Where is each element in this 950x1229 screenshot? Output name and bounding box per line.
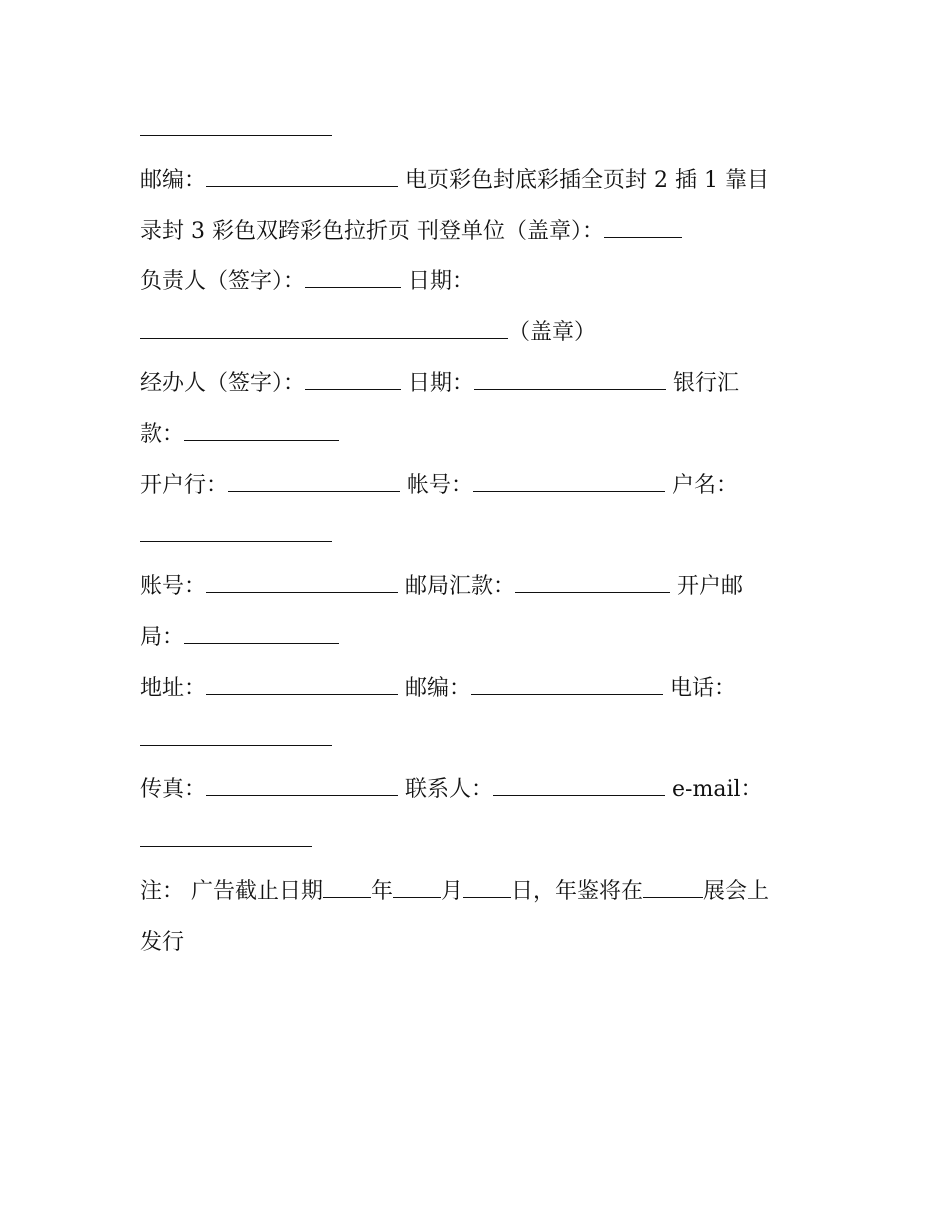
post-office-label-end: 局： [140,624,185,650]
post-office-blank[interactable] [184,642,339,644]
fax-label: 传真： [140,777,207,803]
form-line-13 [140,715,820,766]
fax-blank[interactable] [206,794,398,796]
handler-blank[interactable] [305,388,401,390]
bank-transfer-label-end: 款： [140,421,185,447]
responsible-person-blank[interactable] [305,286,401,288]
opening-bank-label: 开户行： [140,472,229,498]
date-blank[interactable] [140,337,508,339]
account-name-blank[interactable] [140,540,332,542]
postcode-blank[interactable] [206,185,398,187]
form-line-7 [140,410,820,461]
postal-remittance-label: 邮局汇款： [405,574,516,600]
email-label: e-mail： [672,777,763,803]
form-line-9 [140,511,820,562]
postal-remittance-blank[interactable] [515,591,670,593]
bank-transfer-blank[interactable] [184,439,339,441]
handler-date-label: 日期： [408,370,475,396]
responsible-person-label: 负责人（签字）： [140,269,306,295]
opening-bank-blank[interactable] [228,490,400,492]
phone-label: 电话： [670,675,737,701]
exhibition-blank[interactable] [643,896,703,898]
address-blank[interactable] [206,693,398,695]
date-label: 日期： [408,269,475,295]
form-line-14 [140,765,820,816]
handler-date-blank[interactable] [474,388,666,390]
form-line-10 [140,562,820,613]
form-line-11 [140,613,820,664]
order-form-body [140,105,820,969]
account-name-label: 户名： [672,472,739,498]
form-line-2 [140,156,820,207]
zip-blank[interactable] [471,693,663,695]
month-blank[interactable] [393,896,441,898]
blank-field[interactable] [140,134,332,136]
year-label: 年 [371,878,394,904]
contact-label: 联系人： [405,777,494,803]
year-blank[interactable] [323,896,371,898]
contact-blank[interactable] [493,794,665,796]
form-line-8 [140,461,820,512]
ad-options-text: 电页彩色封底彩插全页封 2 插 1 靠目 [405,167,769,193]
day-blank[interactable] [463,896,511,898]
publisher-unit-blank[interactable] [604,236,682,238]
post-office-label: 开户邮 [677,574,744,600]
form-line-17 [140,918,820,969]
form-line-5 [140,308,820,359]
bank-transfer-label: 银行汇 [673,370,740,396]
ad-options-continued: 录封 3 彩色双跨彩色拉折页 刊登单位（盖章）： [140,218,604,244]
form-line-4 [140,257,820,308]
exhibition-label: 展会上 [703,878,770,904]
handler-label: 经办人（签字）： [140,370,306,396]
phone-blank[interactable] [140,744,332,746]
account-label: 帐号： [407,472,474,498]
seal-label: （盖章） [508,320,597,346]
day-and-yearbook-text: 日，年鉴将在 [511,878,644,904]
postal-account-blank[interactable] [206,591,398,593]
month-label: 月 [441,878,464,904]
publish-text: 发行 [140,929,185,955]
form-line-6 [140,359,820,410]
zip-label: 邮编： [405,675,472,701]
account-blank[interactable] [473,490,665,492]
form-line-12 [140,664,820,715]
note-deadline-text: 注： 广告截止日期 [140,878,323,904]
address-label: 地址： [140,675,207,701]
postcode-label: 邮编： [140,167,207,193]
email-blank[interactable] [140,845,312,847]
form-line-3 [140,207,820,258]
postal-account-label: 账号： [140,574,207,600]
form-line-16 [140,867,820,918]
form-line-1 [140,105,820,156]
form-line-15 [140,816,820,867]
